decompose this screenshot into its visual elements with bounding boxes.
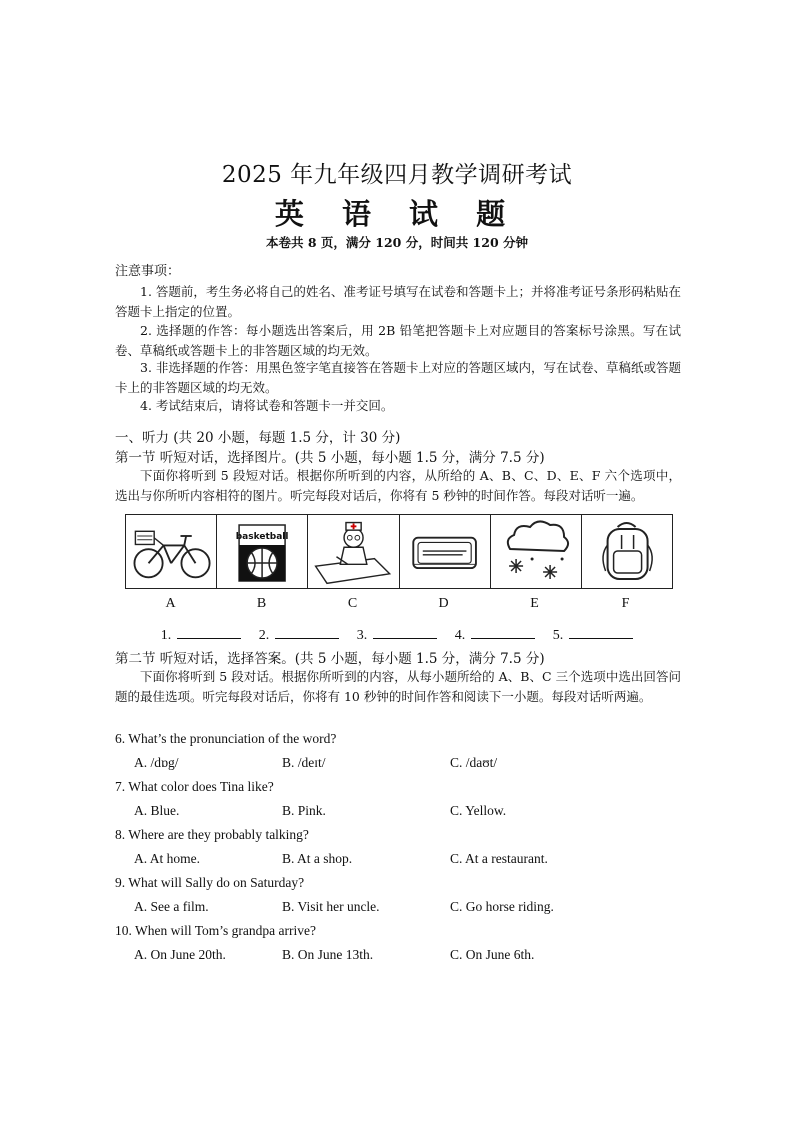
note-item-2: 2. 选择题的作答：每小题选出答案后，用 2B 铅笔把答题卡上对应题目的答案标号涂黑。写在试卷、草稿纸或答题卡上的非答题区域的均无效。 (115, 323, 681, 358)
option-b[interactable]: B. At a shop. (282, 851, 353, 866)
question-10: 10. When will Tom’s grandpa arrive? (115, 923, 317, 938)
picture-options (125, 514, 673, 589)
question-9: 9. What will Sally do on Saturday? (115, 875, 305, 890)
answer-blank[interactable]: 3. (357, 626, 438, 644)
option-a[interactable]: A. At home. (134, 851, 200, 866)
part1-heading: 一、听力 (共 20 小题，每题 1.5 分，计 30 分) (115, 430, 401, 446)
section1-heading: 第一节 听短对话，选择图片。(共 5 小题，每小题 1.5 分，满分 7.5 分) (115, 450, 545, 466)
option-c[interactable]: C. On June 6th. (450, 947, 535, 962)
backpack-icon (582, 515, 672, 588)
option-c[interactable]: C. Go horse riding. (450, 899, 554, 914)
answer-blank[interactable]: 2. (259, 626, 340, 644)
option-a[interactable]: A. Blue. (134, 803, 180, 818)
option-a[interactable]: A. See a film. (134, 899, 209, 914)
option-letter: D (438, 596, 449, 611)
exam-info: 本卷共 8 页，满分 120 分，时间共 120 分钟 (266, 235, 528, 250)
pencil-case-icon (400, 515, 491, 588)
picture-letters (125, 596, 671, 612)
question-6: 6. What’s the pronunciation of the word? (115, 731, 337, 746)
answer-blank[interactable]: 4. (455, 626, 536, 644)
question-7: 7. What color does Tina like? (115, 779, 274, 794)
answer-blank[interactable]: 1. (161, 626, 242, 644)
bicycle-icon (126, 515, 217, 588)
option-c[interactable]: C. Yellow. (450, 803, 507, 818)
option-b[interactable]: B. Pink. (282, 803, 326, 818)
note-item-3: 3. 非选择题的作答：用黑色签字笔直接答在答题卡上对应的答题区域内，写在试卷、草稿纸或答题卡上的非答题区域的均无效。 (115, 360, 681, 395)
basketball-icon (217, 515, 308, 588)
section2-heading: 第二节 听短对话，选择答案。(共 5 小题，每小题 1.5 分，满分 7.5 分) (115, 651, 545, 667)
option-c[interactable]: C. At a restaurant. (450, 851, 548, 866)
option-letter: E (530, 596, 539, 611)
option-b[interactable]: B. Visit her uncle. (282, 899, 380, 914)
note-item-4: 4. 考试结束后，请将试卷和答题卡一并交回。 (140, 398, 394, 413)
option-letter: F (621, 596, 630, 611)
answer-blank[interactable]: 5. (553, 626, 634, 644)
note-item-1: 1. 答题前，考生务必将自己的姓名、准考证号填写在试卷和答题卡上；并将准考证号条形码粘贴在答题卡上指定的位置。 (115, 284, 681, 319)
option-letter: B (256, 596, 267, 611)
option-a[interactable]: A. On June 20th. (134, 947, 226, 962)
snow-cloud-icon (491, 515, 582, 588)
subject-title: 英 语 试 题 (274, 197, 520, 231)
answer-blanks (0, 626, 794, 644)
option-a[interactable]: A. /dɒg/ (134, 755, 179, 770)
question-8: 8. Where are they probably talking? (115, 827, 309, 842)
doctor-icon (308, 515, 399, 588)
basketball-label: basketball (235, 532, 289, 542)
option-letter: C (347, 596, 358, 611)
section1-instructions: 下面你将听到 5 段短对话。根据你所听到的内容，从所给的 A、B、C、D、E、F 六个选项中，选出与你所听内容相符的图片。听完每段对话后，你将有 5 秒钟的时间作答。每段对话听一遍。 (115, 468, 681, 503)
section2-instructions: 下面你将听到 5 段对话。根据你所听到的内容，从每小题所给的 A、B、C 三个选项中选出回答问题的最佳选项。听完每段对话后，你将有 10 秒钟的时间作答和阅读下一小题。每段对话听两遍。 (115, 669, 681, 704)
option-c[interactable]: C. /daʊt/ (450, 755, 498, 770)
option-b[interactable]: B. /deɪt/ (282, 755, 326, 770)
exam-title: 2025 年九年级四月教学调研考试 (221, 162, 573, 188)
option-b[interactable]: B. On June 13th. (282, 947, 374, 962)
notes-heading: 注意事项： (115, 264, 181, 279)
option-letter: A (165, 596, 176, 611)
